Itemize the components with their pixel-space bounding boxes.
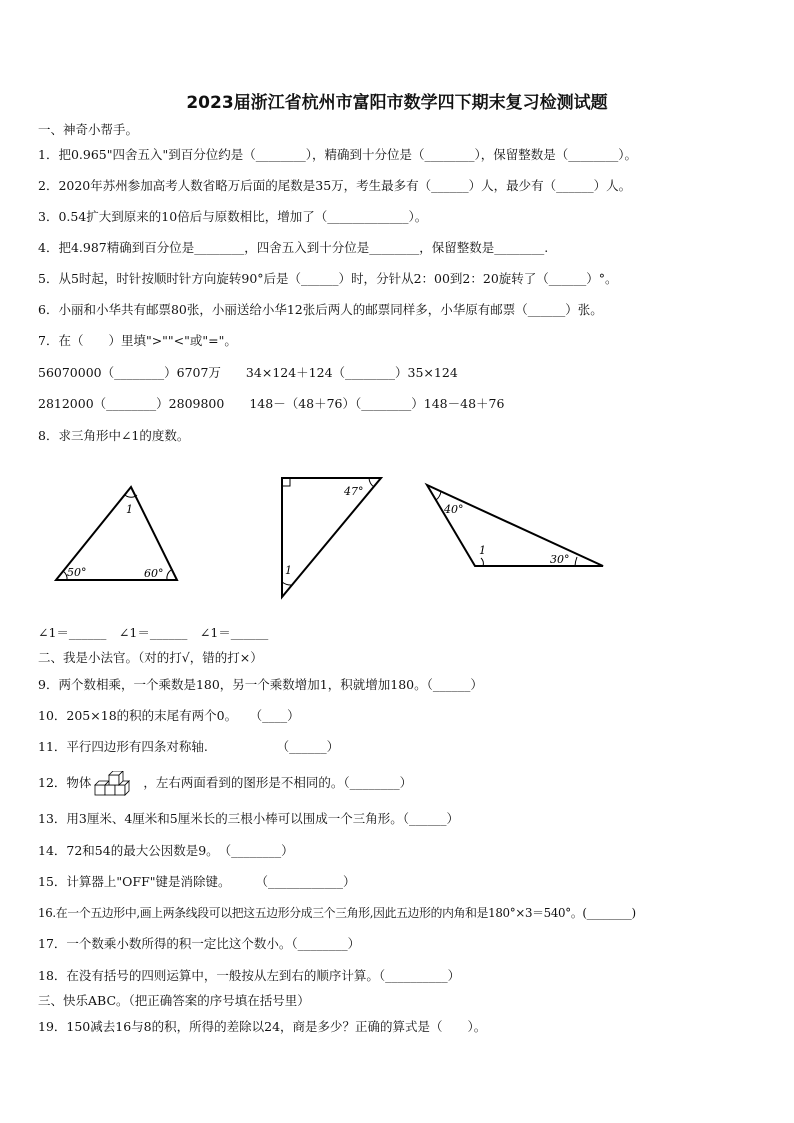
page-title: 2023届浙江省杭州市富阳市数学四下期末复习检测试题 <box>186 93 608 113</box>
tri1-angle-label: 1 <box>126 503 133 516</box>
question-3: 3．0.54扩大到原来的10倍后与原数相比，增加了（_____________）。 <box>38 209 428 224</box>
tri3-left-label: 40° <box>444 503 464 516</box>
tri2-top-label: 47° <box>344 485 364 498</box>
question-7-row-2: 2812000（________）2809800 148－（48＋76）（________）148－48＋76 <box>38 396 505 411</box>
question-7-row-1: 56070000（________）6707万 34×124＋124（________）35×124 <box>38 365 458 380</box>
question-12-prefix: 12．物体 <box>38 775 92 790</box>
tri3-right-label: 30° <box>550 553 570 566</box>
question-8-answers: ∠1＝______ ∠1＝______ ∠1＝______ <box>38 625 269 640</box>
question-14: 14．72和54的最大公因数是9。 （________） <box>38 843 294 858</box>
question-2: 2．2020年苏州参加高考人数省略万后面的尾数是35万，考生最多有（______）人，最少有（______）人。 <box>38 178 632 193</box>
triangle-figures <box>0 470 794 630</box>
question-7: 7．在（ ）里填">""<"或"="。 <box>38 333 237 348</box>
question-8: 8．求三角形中∠1的度数。 <box>38 428 190 443</box>
question-13: 13．用3厘米、4厘米和5厘米长的三根小棒可以围成一个三角形。（______） <box>38 811 460 826</box>
question-18: 18．在没有括号的四则运算中，一般按从左到右的顺序计算。（__________） <box>38 968 461 983</box>
question-1: 1．把0.965"四舍五入"到百分位约是（________），精确到十分位是（________），保留整数是（________）。 <box>38 147 637 162</box>
question-4: 4．把4.987精确到百分位是________，四舍五入到十分位是________，保留整数是________. <box>38 240 549 255</box>
question-15: 15．计算器上"OFF"键是消除键。 （____________） <box>38 874 356 889</box>
question-6: 6．小丽和小华共有邮票80张，小丽送给小华12张后两人的邮票同样多，小华原有邮票（______）张。 <box>38 302 603 317</box>
question-5: 5．从5时起，时针按顺时针方向旋转90°后是（______）时，分针从2：00到2：20旋转了（______）°。 <box>38 271 618 286</box>
tri1-right-label: 60° <box>144 567 164 580</box>
triangle-3 <box>427 485 603 566</box>
question-10: 10．205×18的积的末尾有两个0。 （____） <box>38 708 300 723</box>
question-12 <box>38 770 412 797</box>
section-heading-1: 一、神奇小帮手。 <box>38 122 139 137</box>
question-16: 16.在一个五边形中,画上两条线段可以把这五边形分成三个三角形,因此五边形的内角和是180°×3＝540°。(________) <box>38 906 636 920</box>
question-9: 9．两个数相乘，一个乘数是180，另一个乘数增加1，积就增加180。（______） <box>38 677 483 692</box>
question-19: 19．150减去16与8的积，所得的差除以24，商是多少？正确的算式是（ ）。 <box>38 1019 487 1034</box>
tri3-mid-label: 1 <box>479 544 486 557</box>
question-17: 17．一个数乘小数所得的积一定比这个数小。（________） <box>38 936 361 951</box>
question-11: 11．平行四边形有四条对称轴. （______） <box>38 739 340 754</box>
section-heading-2: 二、我是小法官。（对的打√，错的打×） <box>38 650 263 665</box>
triangle-1 <box>56 487 177 580</box>
question-12-suffix: ，左右两面看到的图形是不相同的。（________） <box>143 775 413 790</box>
section-heading-3: 三、快乐ABC。（把正确答案的序号填在括号里） <box>38 993 310 1008</box>
cubes-figure <box>93 771 141 797</box>
tri1-left-label: 50° <box>67 566 87 579</box>
triangle-2 <box>282 478 381 597</box>
tri2-bottom-label: 1 <box>285 564 292 577</box>
